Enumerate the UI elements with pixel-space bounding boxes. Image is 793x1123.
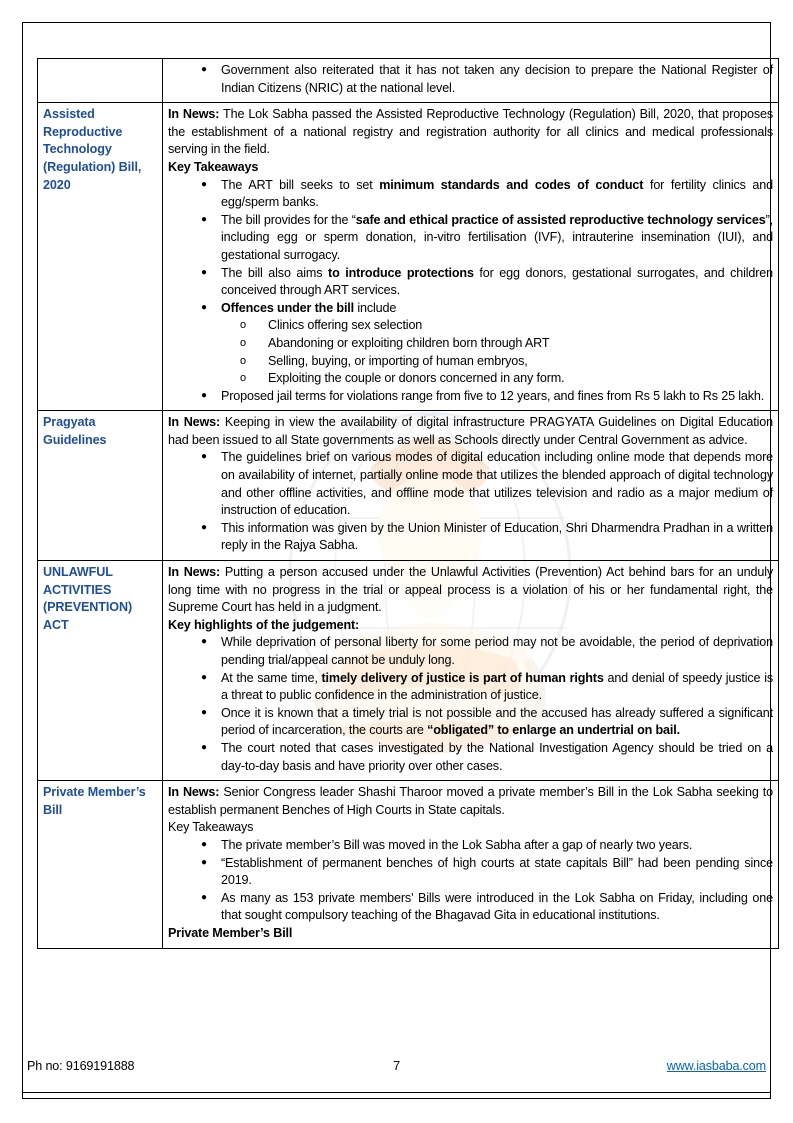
bullet-icon: ● — [201, 389, 207, 401]
list-item-text: The private member’s Bill was moved in the Lok Sabha after a gap of nearly two years. — [221, 837, 693, 852]
list-item-text: This information was given by the Union Minister of Education, Shri Dharmendra Pradhan in a written reply in the Rajya Sabha. — [221, 520, 773, 553]
document-content — [37, 58, 774, 949]
bullet-list — [168, 837, 773, 925]
body-text: for fertility clinics and egg/sperm banks. — [221, 177, 773, 210]
body-text: At the same time, — [221, 670, 322, 685]
list-item — [168, 705, 773, 740]
sub-list-item — [168, 317, 773, 335]
bullet-icon: ● — [201, 671, 207, 683]
content-cell — [163, 781, 779, 948]
in-news-paragraph — [168, 414, 773, 449]
bullet-icon: ● — [201, 521, 207, 533]
sub-list-item-text: Exploiting the couple or donors concerned in any form. — [268, 371, 565, 386]
bullet-icon: ● — [201, 856, 207, 868]
emphasis-text: timely delivery of justice is part of human rights — [321, 670, 604, 685]
topic-cell — [38, 561, 163, 781]
in-news-label: In News: — [168, 107, 220, 122]
topic-cell — [38, 781, 163, 948]
list-item — [168, 177, 773, 212]
bullet-icon: ● — [201, 741, 207, 753]
footer-phone: Ph no: 9169191888 — [27, 1059, 135, 1073]
content-cell — [163, 59, 779, 103]
footer-website-link[interactable]: www.iasbaba.com — [666, 1059, 766, 1073]
list-item — [168, 212, 773, 265]
body-text: The bill also aims — [221, 265, 329, 280]
sub-list-item — [168, 335, 773, 353]
page-footer — [22, 1059, 771, 1099]
list-item-text: The guidelines brief on various modes of digital education including online mode that depends more on availability of internet, partially online mode that utilizes the blended approach of digital technology and other offline activities, and offline mode that utilizes television and radio as a major medium of instruction of education. — [221, 450, 773, 518]
sub-list-item — [168, 370, 773, 388]
content-cell — [163, 411, 779, 561]
list-item — [168, 740, 773, 775]
sub-list-item-text: Clinics offering sex selection — [268, 318, 423, 333]
body-text: The ART bill seeks to set — [221, 177, 380, 192]
bullet-icon: ● — [201, 213, 207, 225]
section-subheading: Key highlights of the judgement: — [168, 617, 360, 632]
in-news-paragraph — [168, 564, 773, 617]
topic-cell — [38, 103, 163, 411]
in-news-text: The Lok Sabha passed the Assisted Reproductive Technology (Regulation) Bill, 2020, that proposes the establishment of a national registry and registration authority for all clinics and medical professionals serving in the field. — [168, 107, 774, 157]
bullet-list — [168, 177, 773, 318]
current-affairs-table — [37, 58, 779, 949]
list-item — [168, 890, 773, 925]
footer-divider — [22, 1092, 771, 1093]
topic-heading: Assisted Reproductive Technology (Regulation) Bill, 2020 — [43, 107, 142, 192]
content-cell — [163, 561, 779, 781]
section-subheading: Key Takeaways — [168, 820, 254, 835]
list-item — [168, 388, 773, 406]
body-text: The court noted that cases investigated by the National Investigation Agency should be tried on a day-to-day basis and have priority over other cases. — [221, 740, 773, 773]
bullet-list — [168, 449, 773, 555]
bullet-icon: ● — [201, 891, 207, 903]
bullet-icon: ● — [201, 266, 207, 278]
table-row — [38, 59, 779, 103]
list-item-text: Proposed jail terms for violations range from five to 12 years, and fines from Rs 5 lakh to Rs 25 lakh. — [221, 388, 765, 403]
table-row — [38, 411, 779, 561]
list-item — [168, 670, 773, 705]
table-row — [38, 103, 779, 411]
emphasis-text: safe and ethical practice of assisted reproductive technology services — [355, 212, 766, 227]
list-item — [168, 265, 773, 300]
bullet-icon: ● — [201, 451, 207, 463]
section-subheading: Private Member’s Bill — [168, 925, 293, 940]
content-cell — [163, 103, 779, 411]
circle-bullet-icon: ο — [240, 319, 246, 332]
sub-list-item-text: Selling, buying, or importing of human embryos, — [268, 353, 528, 368]
table-row — [38, 561, 779, 781]
bullet-list — [168, 62, 773, 97]
bullet-icon: ● — [201, 301, 207, 313]
topic-cell — [38, 411, 163, 561]
sub-list-item-text: Abandoning or exploiting children born through ART — [268, 335, 550, 350]
in-news-text: Senior Congress leader Shashi Tharoor moved a private member’s Bill in the Lok Sabha seeking to establish permanent Benches of High Courts in State capitals. — [168, 785, 773, 817]
body-text: and denial of speedy justice is a threat to public confidence in the administration of justice. — [221, 670, 773, 703]
in-news-paragraph — [168, 784, 773, 819]
bullet-icon: ● — [201, 178, 207, 190]
circle-bullet-icon: ο — [240, 372, 246, 385]
list-item-text: Government also reiterated that it has not taken any decision to prepare the National Register of Indian Citizens (NRIC) at the national level. — [221, 63, 773, 95]
in-news-label: In News: — [168, 785, 220, 800]
bullet-icon: ● — [201, 636, 207, 648]
in-news-text: Putting a person accused under the Unlawful Activities (Prevention) Act behind bars for an unduly long time with no progress in the trial or appeal process is a violation of his or her fundamental right, the Supreme Court has held in a judgment. — [168, 565, 773, 615]
list-item — [168, 634, 773, 669]
body-text: While deprivation of personal liberty for some period may not be avoidable, the period of deprivation pending trial/appeal cannot be unduly long. — [221, 635, 773, 667]
footer-page-number: 7 — [393, 1059, 400, 1073]
list-item — [168, 837, 773, 855]
emphasis-text: to introduce protections — [328, 265, 474, 280]
list-item — [168, 449, 773, 519]
body-text: ”, including egg or sperm donation, in-vitro fertilisation (IVF), intrauterine insemination (IUI), and gestational surrogacy. — [221, 212, 773, 262]
topic-heading: Private Member’s Bill — [43, 785, 146, 817]
sub-bullet-list — [168, 317, 773, 387]
emphasis-text: minimum standards and codes of conduct — [379, 177, 644, 192]
in-news-text: Keeping in view the availability of digital infrastructure PRAGYATA Guidelines on Digital Education had been issued to all State governments as well as Schools directly under Central Government as advice. — [168, 415, 773, 447]
body-text: include — [354, 300, 397, 315]
body-text: for egg donors, gestational surrogates, and children conceived through ART services. — [221, 265, 774, 298]
emphasis-text: “obligated” to enlarge an undertrial on bail. — [427, 723, 680, 738]
topic-heading: Pragyata Guidelines — [43, 415, 107, 447]
table-body — [38, 59, 779, 949]
topic-cell — [38, 59, 163, 103]
section-subheading: Key Takeaways — [168, 159, 259, 174]
body-text: The bill provides for the “ — [221, 212, 356, 227]
list-item — [168, 300, 773, 318]
bullet-icon: ● — [201, 706, 207, 718]
circle-bullet-icon: ο — [240, 354, 246, 367]
emphasis-text: Offences under the bill — [221, 300, 355, 315]
bullet-icon: ● — [201, 64, 207, 75]
table-row — [38, 781, 779, 948]
list-item — [168, 855, 773, 890]
list-item — [168, 520, 773, 555]
bullet-list — [168, 634, 773, 775]
body-text: Once it is known that a timely trial is not possible and the accused has already suffered a significant period of incarceration, the courts are — [221, 705, 773, 738]
bullet-icon: ● — [201, 838, 207, 850]
circle-bullet-icon: ο — [240, 336, 246, 349]
in-news-label: In News: — [168, 415, 221, 430]
topic-heading: UNLAWFUL ACTIVITIES (PREVENTION) ACT — [43, 565, 133, 632]
list-item-text: “Establishment of permanent benches of high courts at state capitals Bill” had been pending since 2019. — [221, 855, 773, 888]
sub-list-item — [168, 353, 773, 371]
list-item — [168, 62, 773, 97]
bullet-list — [168, 388, 773, 406]
in-news-paragraph — [168, 106, 773, 159]
in-news-label: In News: — [168, 565, 221, 580]
list-item-text: As many as 153 private members’ Bills were introduced in the Lok Sabha on Friday, including one that sought compulsory teaching of the Bhagavad Gita in educational institutions. — [221, 890, 773, 923]
